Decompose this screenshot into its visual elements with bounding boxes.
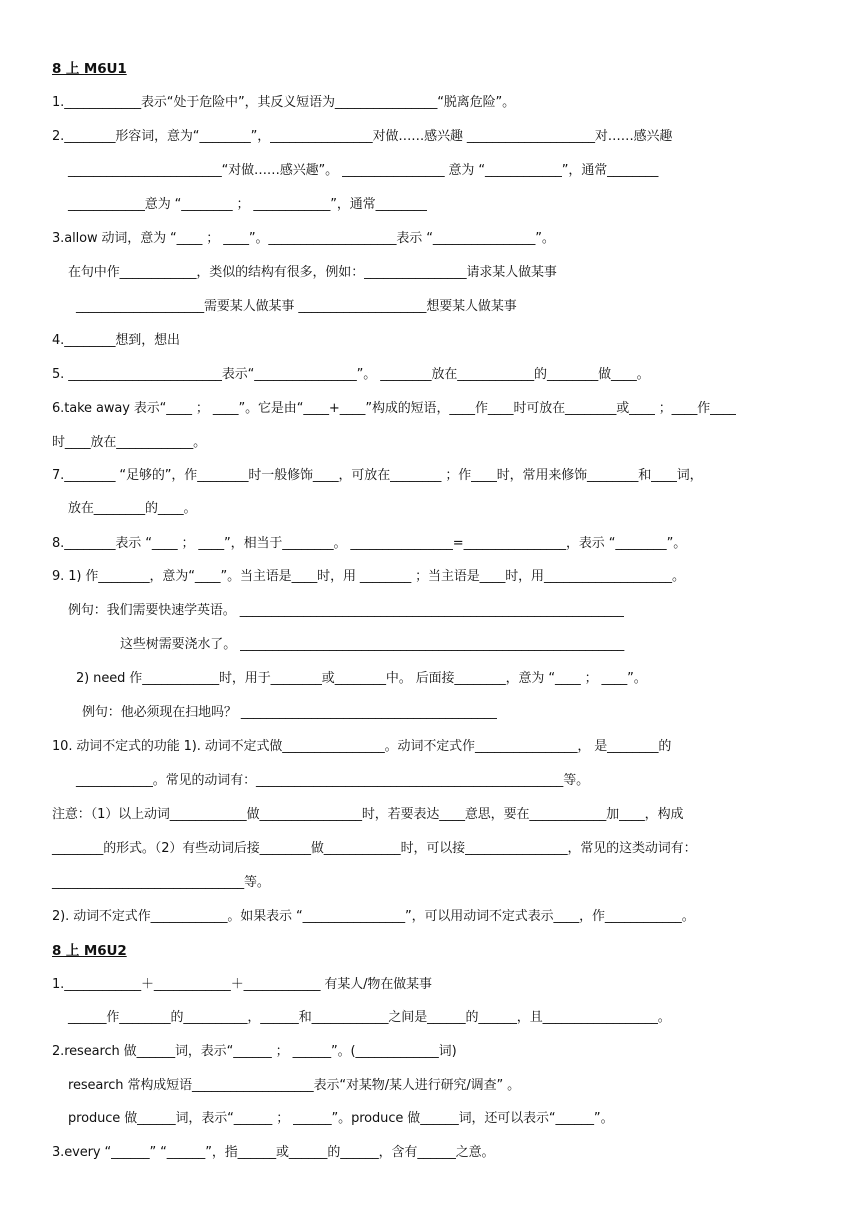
section-heading-m6u1: 8 上 M6U1 (52, 61, 127, 77)
exercise-line: 2). 动词不定式作____________。如果表示 “________________”，可以用动词不定式表示____，作____________。 (52, 909, 695, 924)
exercise-line: ____________________需要某人做某事 ____________________想要某人做某事 (76, 299, 517, 314)
example-line: 例句：我们需要快速学英语。 ____________________________________________________________ (68, 603, 624, 618)
exercise-line: 4.________想到，想出 (52, 333, 180, 348)
section-heading-m6u2: 8 上 M6U2 (52, 943, 127, 959)
exercise-line: 放在________的____。 (68, 501, 197, 516)
exercise-line: 2) need 作____________时，用于________或________中。 后面接________，意为 “____ ； ____”。 (76, 671, 647, 686)
exercise-line: 1.____________表示“处于危险中”，其反义短语为________________“脱离危险”。 (52, 95, 516, 110)
exercise-line: produce 做______词，表示“______ ； ______”。produce 做______词，还可以表示“______”。 (68, 1111, 614, 1126)
exercise-line: 2.________形容词，意为“________”，________________对做……感兴趣 ____________________对……感兴趣 (52, 129, 673, 144)
exercise-line: 在句中作____________，类似的结构有很多，例如：________________请求某人做某事 (68, 265, 557, 280)
exercise-line: 1.____________＋____________＋____________ 有某人/物在做某事 (52, 977, 432, 992)
exercise-line: ____________。常见的动词有：________________________________________________等。 (76, 773, 590, 788)
note-line: 注意：（1）以上动词____________做________________时，若要表达____意思，要在____________加____，构成 (52, 807, 684, 822)
example-line: 例句：他必须现在扫地吗？ ________________________________________ (82, 705, 497, 720)
exercise-line: 7.________ “足够的”，作________时一般修饰____，可放在________ ；作____时，常用来修饰________和____词， (52, 468, 703, 483)
exercise-line: 时____放在____________。 (52, 435, 207, 450)
note-line: ________的形式。（2）有些动词后接________做____________时，可以接________________，常见的这类动词有： (52, 841, 697, 856)
exercise-line: ________________________“对做……感兴趣”。 ________________ 意为 “____________”，通常________ (68, 163, 659, 178)
exercise-line: 8.________表示 “____ ； ____”，相当于________。 ________________=________________，表示 “________”。 (52, 536, 687, 551)
exercise-line: ____________意为 “________ ； ____________”，通常________ (68, 197, 427, 212)
exercise-line: ______作________的__________，______和____________之间是______的______，且__________________。 (68, 1010, 671, 1025)
exercise-line: 3.every “______” “______”，指______或______的______，含有______之意。 (52, 1145, 495, 1160)
exercise-line: 3.allow 动词，意为 “____ ； ____”。____________________表示 “________________”。 (52, 231, 555, 246)
exercise-line: research 常构成短语___________________表示“对某物/某人进行研究/调查” 。 (68, 1078, 521, 1093)
exercise-line: 6.take away 表示“____ ； ____”。它是由“____+____”构成的短语，____作____时可放在________或____ ；____作____ (52, 401, 736, 416)
exercise-line: 5. ________________________表示“________________”。 ________放在____________的________做____。 (52, 367, 650, 382)
exercise-line: 9. 1) 作________，意为“____”。当主语是____时，用 ________ ；当主语是____时，用____________________。 (52, 569, 685, 584)
exercise-line: 2.research 做______词，表示“______ ； ______”。(_____________词) (52, 1044, 457, 1059)
example-line: 这些树需要浇水了。 ____________________________________________________________ (120, 637, 625, 652)
note-line: ______________________________等。 (52, 875, 270, 890)
exercise-line: 10. 动词不定式的功能 1). 动词不定式做________________。动词不定式作________________， 是________的 (52, 739, 672, 754)
